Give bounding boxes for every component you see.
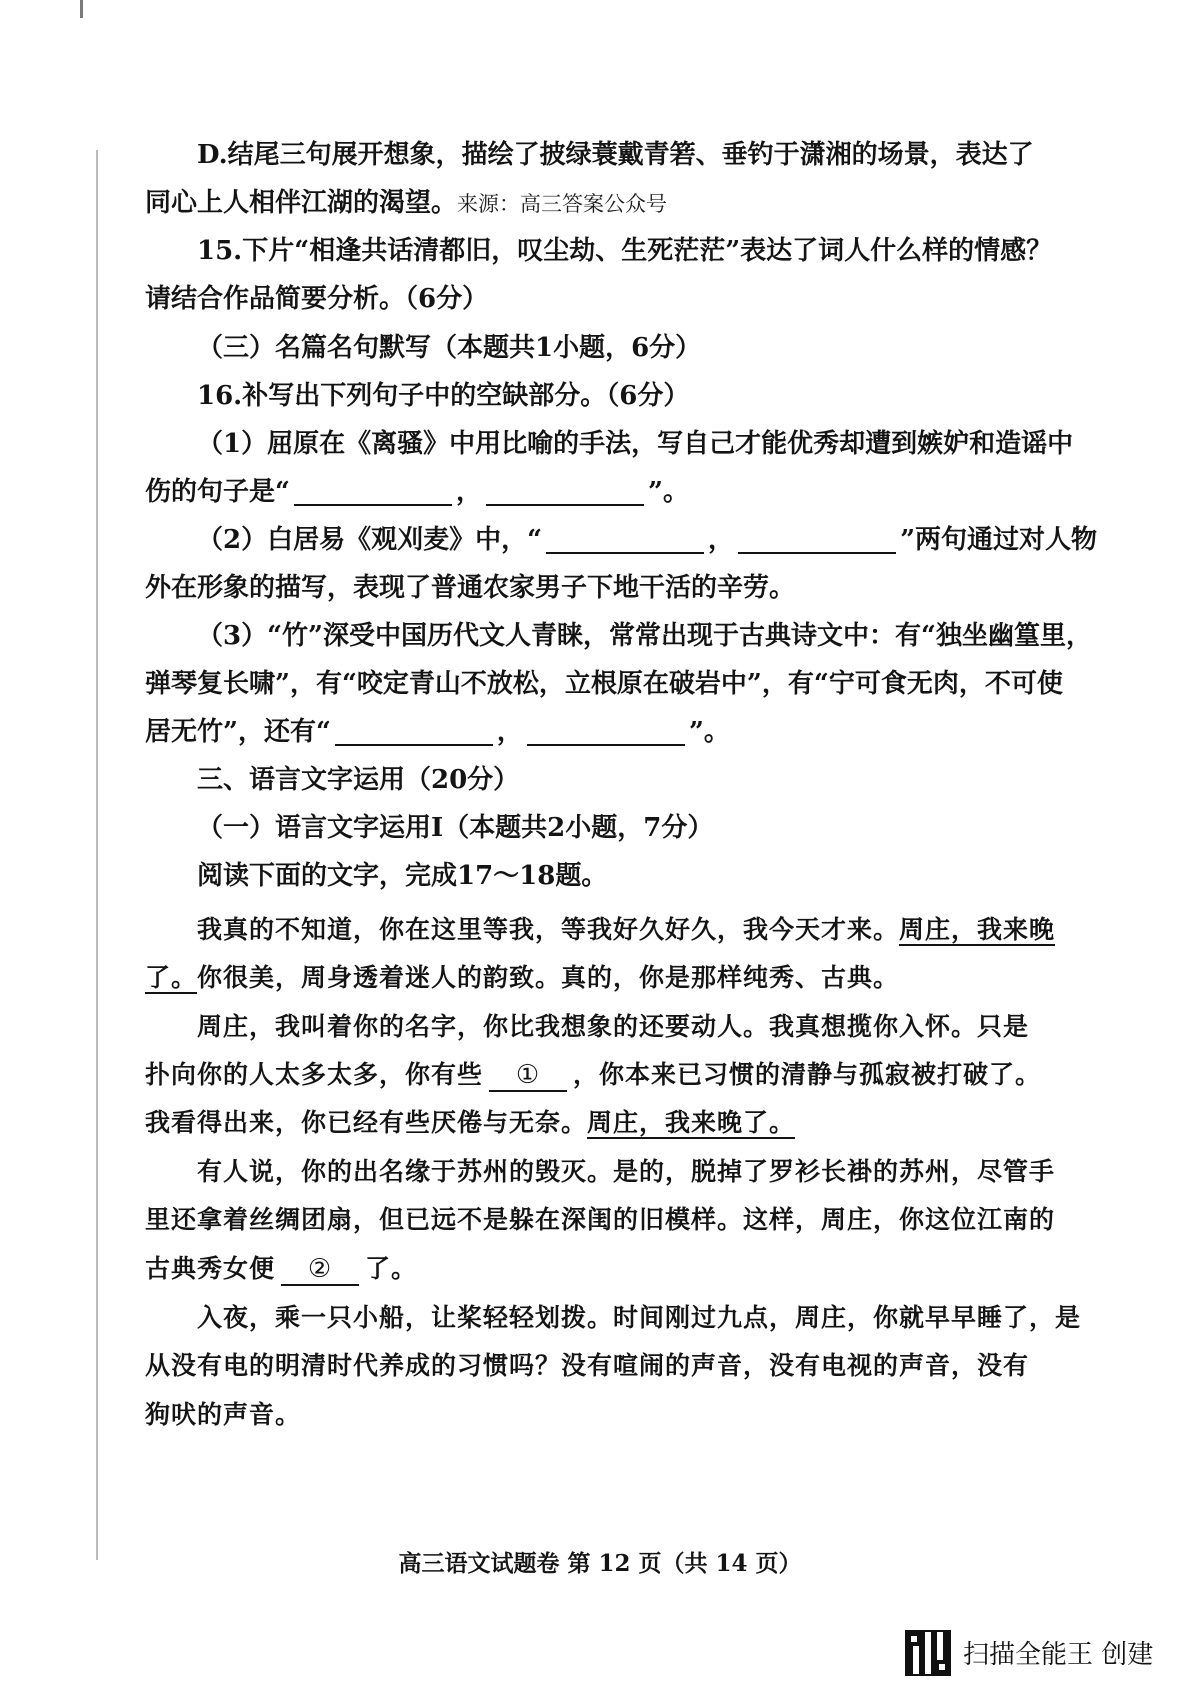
answer-blank[interactable] <box>546 524 704 554</box>
line-text: （三）名篇名句默写（本题共1小题，6分） <box>197 333 702 363</box>
scanner-watermark <box>905 1630 1185 1676</box>
underlined-sentence: 周庄，我来晚 <box>899 915 1056 944</box>
binding-edge-line <box>96 150 98 1560</box>
question-line <box>145 856 1075 896</box>
line-text: ， <box>496 717 523 747</box>
blank-marker: ② <box>281 1254 359 1286</box>
passage-text: 有人说，你的出名缘于苏州的毁灭。是的，脱掉了罗衫长褂的苏州，尽管手 <box>197 1157 1056 1186</box>
passage-text: ，你本来已习惯的清静与孤寂被打破了。 <box>573 1060 1042 1089</box>
underlined-sentence: 了。 <box>145 963 198 992</box>
question-line <box>145 520 1098 560</box>
line-text: 请结合作品简要分析。（6分） <box>145 284 489 314</box>
question-line <box>145 472 1075 512</box>
question-line <box>145 328 1075 368</box>
passage-line <box>145 1103 1075 1143</box>
line-text: （3）“竹”深受中国历代文人青睐，常常出现于古典诗文中：有“独坐幽篁里， <box>197 621 1092 651</box>
line-text: ， <box>455 477 482 507</box>
scan-mark <box>80 0 83 18</box>
line-text: 居无竹”，还有“ <box>145 717 331 747</box>
passage-line <box>145 958 1075 998</box>
question-line <box>145 760 1075 800</box>
line-text: （2）白居易《观刈麦》中，“ <box>197 525 543 555</box>
line-text: 弹琴复长啸”，有“咬定青山不放松，立根原在破岩中”，有“宁可食无肉，不可使 <box>145 669 1063 699</box>
passage-text: 从没有电的明清时代养成的习惯吗？没有喧闹的声音，没有电视的声音，没有 <box>145 1351 1030 1380</box>
passage-text: 我真的不知道，你在这里等我，等我好久好久，我今天才来。 <box>197 915 900 944</box>
passage-line <box>145 1249 1075 1289</box>
line-text: （一）语言文字运用Ⅰ（本题共2小题，7分） <box>197 813 714 843</box>
passage-text: 你很美，周身透着迷人的韵致。真的，你是那样纯秀、古典。 <box>197 963 900 992</box>
line-text: 外在形象的描写，表现了普通农家男子下地干活的辛劳。 <box>145 573 796 603</box>
question-line <box>145 183 1075 223</box>
line-text: （1）屈原在《离骚》中用比喻的手法，写自己才能优秀却遭到嫉妒和造谣中 <box>197 429 1074 459</box>
question-line <box>145 376 1075 416</box>
blank-marker: ① <box>489 1060 567 1092</box>
qr-code-icon <box>905 1630 951 1676</box>
line-text: 阅读下面的文字，完成17～18题。 <box>197 861 608 891</box>
question-line <box>145 424 1075 464</box>
page-footer: 高三语文试题卷 第 12 页（共 14 页） <box>398 1550 802 1577</box>
passage-text: 里还拿着丝绸团扇，但已远不是躲在深闺的旧模样。这样，周庄，你这位江南的 <box>145 1205 1056 1234</box>
question-line <box>145 664 1075 704</box>
passage-text: 古典秀女便 <box>145 1254 276 1283</box>
passage-text: 狗吠的声音。 <box>145 1400 302 1429</box>
source-note: 来源：高三答案公众号 <box>457 192 668 216</box>
question-line <box>145 808 1075 848</box>
passage-line <box>145 1007 1075 1047</box>
answer-blank[interactable] <box>738 524 896 554</box>
question-line <box>145 568 1075 608</box>
line-text: D.结尾三句展开想象，描绘了披绿蓑戴青箬、垂钓于潇湘的场景，表达了 <box>197 140 1034 170</box>
line-text: 16.补写出下列句子中的空缺部分。（6分） <box>197 381 690 411</box>
question-line <box>145 231 1075 271</box>
question-line <box>145 712 1075 752</box>
line-text: 同心上人相伴江湖的渴望。 <box>145 188 458 218</box>
passage-line <box>145 1395 1075 1435</box>
line-text: 伤的句子是“ <box>145 477 290 507</box>
passage-line <box>145 1298 1082 1338</box>
passage-line <box>145 910 1075 950</box>
line-text: 15.下片“相逢共话清都旧，叹尘劫、生死茫茫”表达了词人什么样的情感？ <box>197 236 1053 266</box>
question-line <box>145 616 1092 656</box>
passage-text: 我看得出来，你已经有些厌倦与无奈。 <box>145 1108 588 1137</box>
question-line <box>145 135 1075 175</box>
line-text: 三、语言文字运用（20分） <box>197 765 520 795</box>
line-text: ， <box>708 525 735 555</box>
passage-text: 入夜，乘一只小船，让桨轻轻划拨。时间刚过九点，周庄，你就早早睡了，是 <box>197 1303 1082 1332</box>
answer-blank[interactable] <box>335 716 493 746</box>
line-text: ”。 <box>647 477 689 507</box>
answer-blank[interactable] <box>527 716 685 746</box>
passage-text: 扑向你的人太多太多，你有些 <box>145 1060 484 1089</box>
passage-line <box>145 1346 1075 1386</box>
passage-text: 了。 <box>365 1254 418 1283</box>
underlined-sentence: 周庄，我来晚了。 <box>587 1108 796 1137</box>
passage-line <box>145 1055 1075 1095</box>
passage-line <box>145 1152 1075 1192</box>
question-line <box>145 279 1075 319</box>
passage-line <box>145 1200 1075 1240</box>
line-text: ”两句通过对人物 <box>900 525 1098 555</box>
passage-text: 周庄，我叫着你的名字，你比我想象的还要动人。我真想揽你入怀。只是 <box>197 1012 1030 1041</box>
answer-blank[interactable] <box>486 476 644 506</box>
answer-blank[interactable] <box>294 476 452 506</box>
line-text: ”。 <box>688 717 730 747</box>
scanner-label: 扫描全能王 创建 <box>963 1640 1154 1670</box>
